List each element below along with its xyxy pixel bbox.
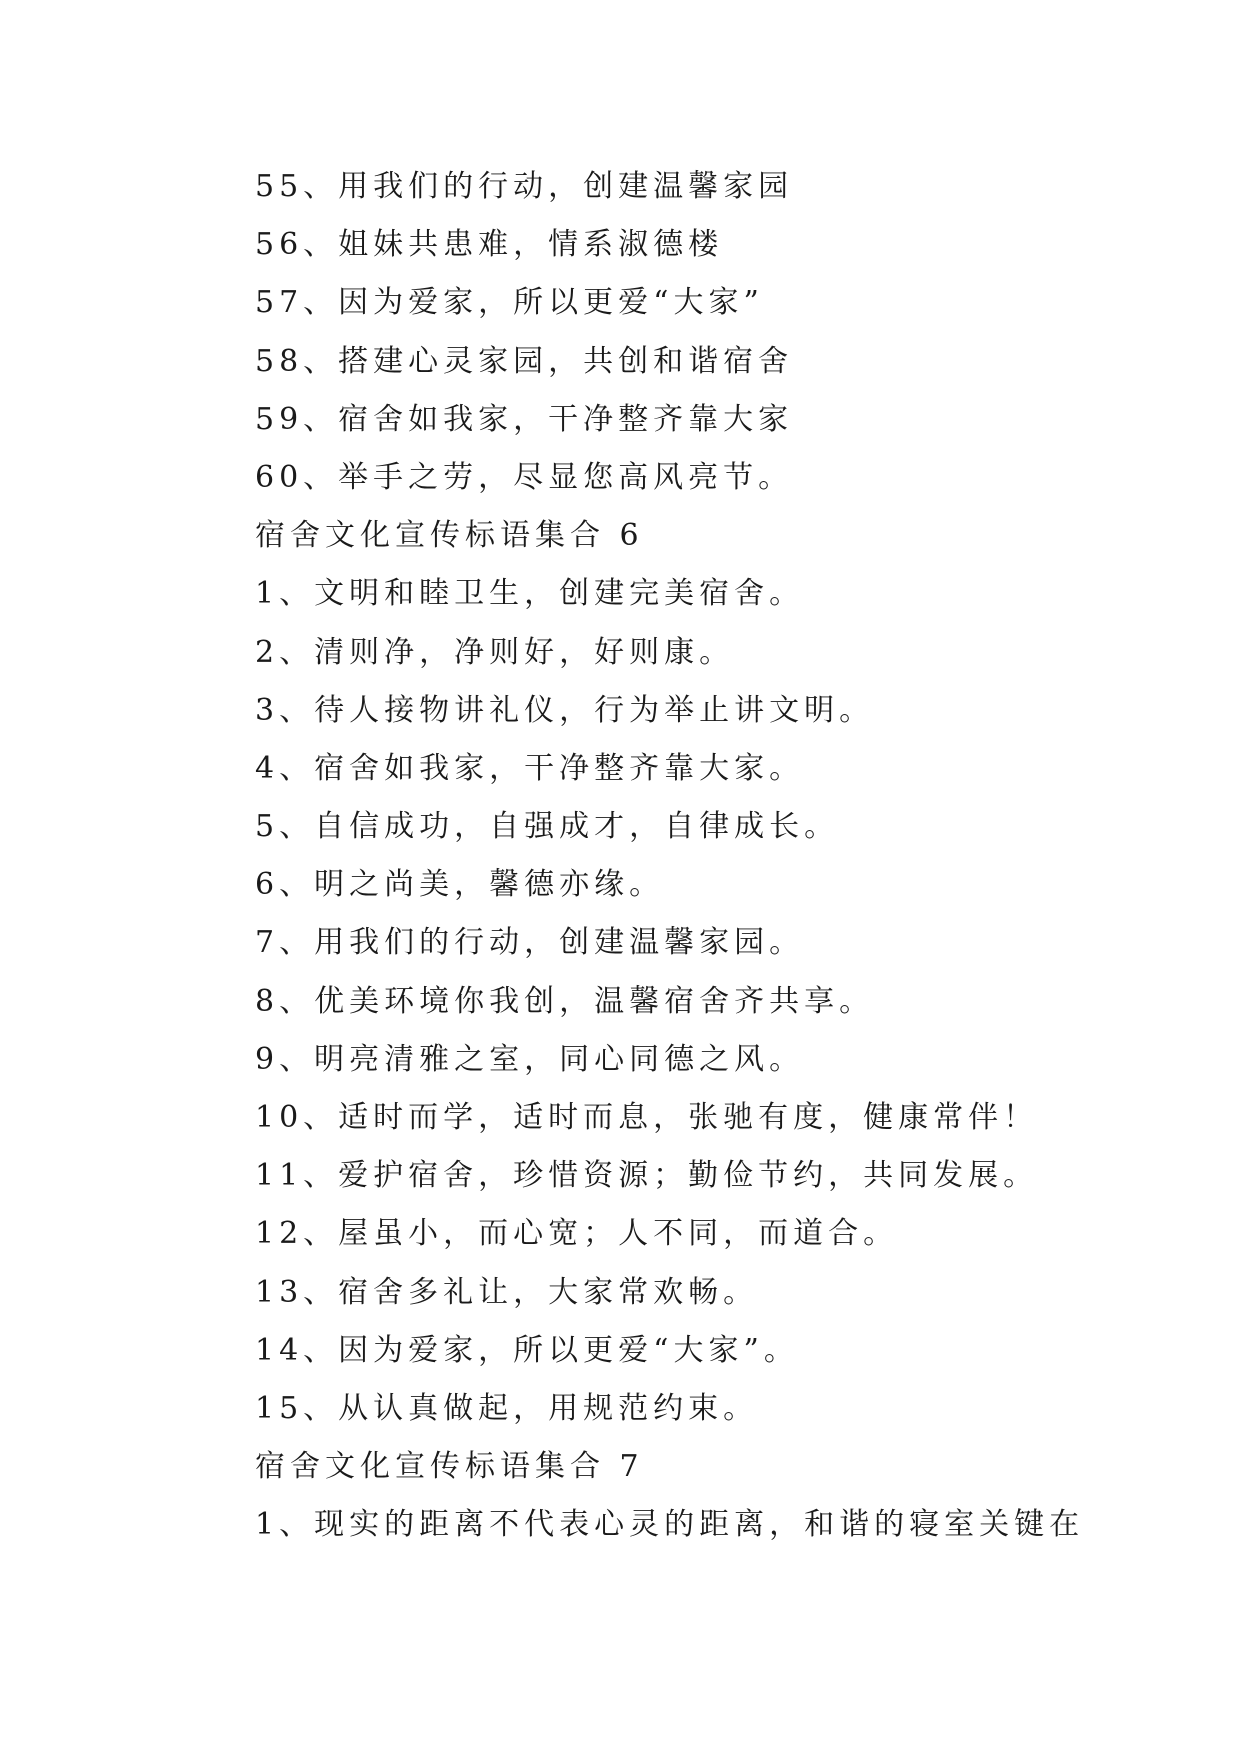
- list-item: 60、举手之劳，尽显您高风亮节。: [255, 459, 794, 495]
- list-item: 11、爱护宿舍，珍惜资源；勤俭节约，共同发展。: [255, 1158, 1039, 1194]
- list-item: 56、姐妹共患难，情系淑德楼: [255, 227, 724, 263]
- list-item: 58、搭建心灵家园，共创和谐宿舍: [255, 343, 794, 379]
- list-item: 1、现实的距离不代表心灵的距离，和谐的寝室关键在: [255, 1507, 1085, 1543]
- list-item: 13、宿舍多礼让，大家常欢畅。: [255, 1274, 759, 1310]
- list-item: 14、因为爱家，所以更爱“大家”。: [255, 1332, 799, 1368]
- list-item: 3、待人接物讲礼仪，行为举止讲文明。: [255, 692, 875, 728]
- list-item: 8、优美环境你我创，温馨宿舍齐共享。: [255, 983, 875, 1019]
- slogan-list: [255, 158, 1155, 1555]
- section-heading: 宿舍文化宣传标语集合 7: [255, 1449, 644, 1485]
- list-item: 9、明亮清雅之室，同心同德之风。: [255, 1041, 805, 1077]
- list-item: 2、清则净，净则好，好则康。: [255, 634, 735, 670]
- list-item: 55、用我们的行动，创建温馨家园: [255, 169, 794, 204]
- list-item: 15、从认真做起，用规范约束。: [255, 1390, 759, 1426]
- list-item: 1、文明和睦卫生，创建完美宿舍。: [255, 576, 805, 612]
- list-item: 59、宿舍如我家，干净整齐靠大家: [255, 401, 794, 437]
- list-item: 10、适时而学，适时而息，张驰有度，健康常伴！: [255, 1100, 1039, 1135]
- list-item: 12、屋虽小，而心宽；人不同，而道合。: [255, 1216, 899, 1252]
- section-heading: 宿舍文化宣传标语集合 6: [255, 518, 644, 554]
- list-item: 57、因为爱家，所以更爱“大家”: [255, 285, 764, 321]
- list-item: 5、自信成功，自强成才，自律成长。: [255, 809, 840, 845]
- list-item: 4、宿舍如我家，干净整齐靠大家。: [255, 750, 805, 786]
- list-item: 7、用我们的行动，创建温馨家园。: [255, 925, 805, 961]
- list-item: 6、明之尚美，馨德亦缘。: [255, 867, 665, 903]
